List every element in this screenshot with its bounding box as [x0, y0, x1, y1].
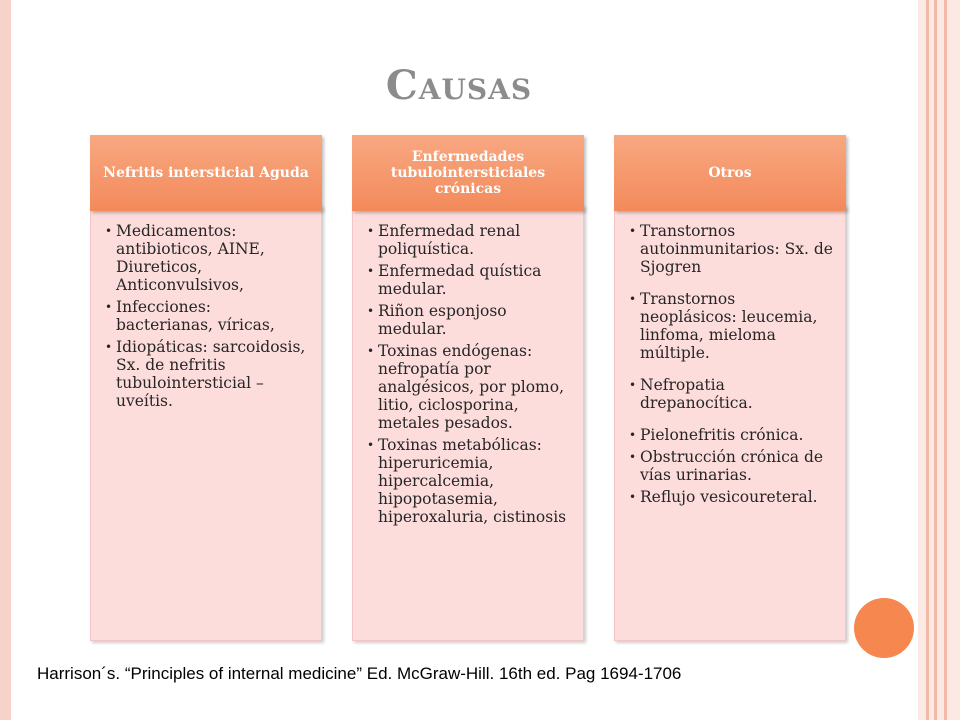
list-item: • Enfermedad quística medular.: [367, 262, 542, 298]
slide-title: Causas: [385, 62, 533, 109]
list-item: • Obstrucción crónica de vías urinarias.: [629, 448, 824, 484]
column-header: Nefritis intersticial Aguda: [90, 135, 322, 211]
slide-frame-right: [918, 0, 960, 720]
decorative-circle: [854, 598, 914, 658]
list-item: • Transtornos neoplásicos: leucemia, linfoma, mieloma múltiple.: [629, 290, 818, 362]
list-item: • Enfermedad renal poliquística.: [367, 222, 521, 258]
column-body: [614, 205, 846, 641]
list-item: • Infecciones: bacterianas, víricas,: [105, 298, 275, 334]
citation-text: Harrison´s. “Principles of internal medicine” Ed. McGraw-Hill. 16th ed. Pag 1694-1706: [37, 664, 682, 683]
list-item: • Idiopáticas: sarcoidosis, Sx. de nefritis tubulointersticial – uveítis.: [105, 338, 306, 410]
column-header: Enfermedades tubulointersticiales crónicas: [352, 135, 584, 211]
list-item: • Toxinas endógenas: nefropatía por analgésicos, por plomo, litio, ciclosporina, metales pesados.: [367, 342, 565, 432]
list-item: • Reflujo vesicoureteral.: [629, 488, 818, 506]
column-body: [90, 205, 322, 641]
column-body: [352, 205, 584, 641]
list-item: • Medicamentos: antibioticos, AINE, Diureticos, Anticonvulsivos,: [105, 222, 265, 294]
list-item: • Transtornos autoinmunitarios: Sx. de Sjogren: [629, 222, 833, 276]
column-header: Otros: [614, 135, 846, 211]
list-item: • Pielonefritis crónica.: [629, 426, 804, 444]
list-item: • Riñon esponjoso medular.: [367, 302, 507, 338]
list-item: • Toxinas metabólicas: hiperuricemia, hipercalcemia, hipopotasemia, hiperoxaluria, cistinosis: [367, 436, 567, 526]
list-item: • Nefropatia drepanocítica.: [629, 376, 753, 412]
